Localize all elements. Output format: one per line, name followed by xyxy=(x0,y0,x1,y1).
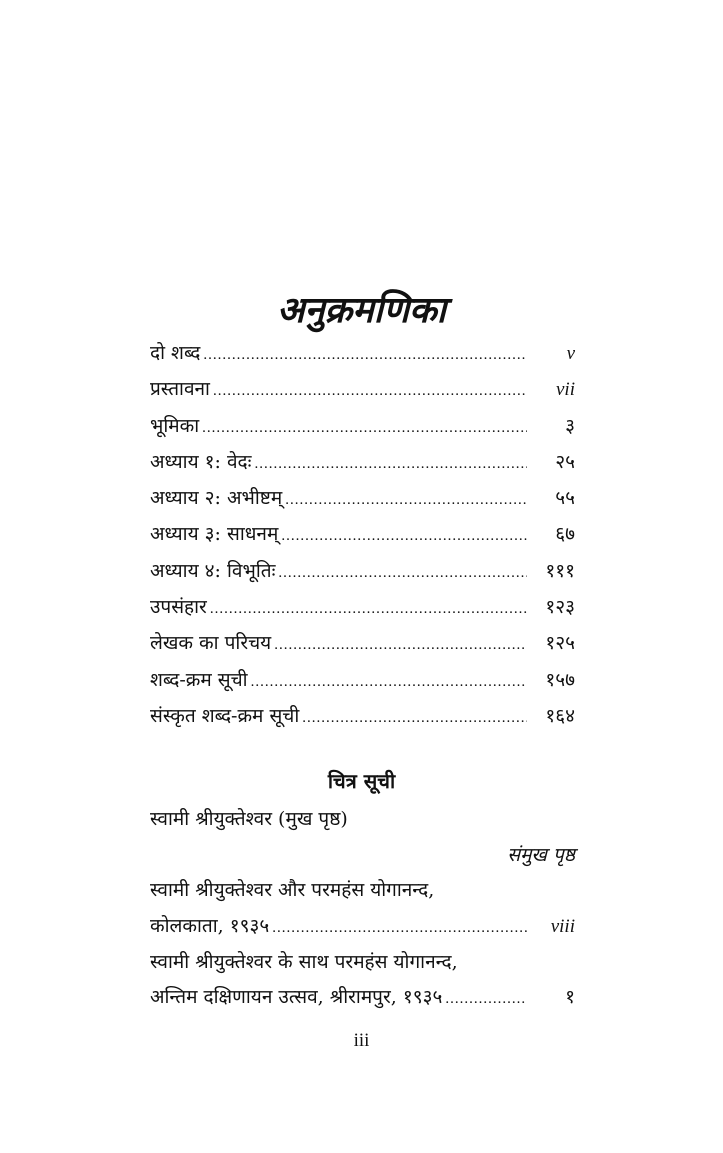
figure-page: १ xyxy=(565,986,575,1009)
toc-entry xyxy=(150,483,575,519)
figure-caption-line: कोलकाता, १९३५ xyxy=(150,914,270,937)
toc-entry-page: vii xyxy=(556,379,575,401)
toc-entry-page: १२३ xyxy=(545,596,575,619)
dot-leader xyxy=(302,703,527,733)
table-of-contents xyxy=(150,338,575,737)
dot-leader xyxy=(210,594,527,624)
figure-caption-line: स्वामी श्रीयुक्तेश्वर के साथ परमहंस योगानन्द, xyxy=(150,950,458,973)
toc-entry-page: १६४ xyxy=(545,704,575,727)
toc-entry xyxy=(150,338,575,374)
toc-entry xyxy=(150,556,575,592)
toc-entry-label: अध्याय ३: साधनम् xyxy=(150,523,279,546)
toc-entry-page: ६७ xyxy=(555,523,575,546)
toc-entry xyxy=(150,628,575,664)
toc-entry xyxy=(150,592,575,628)
toc-entry xyxy=(150,447,575,483)
dot-leader xyxy=(281,521,527,551)
toc-entry-label: दो शब्द xyxy=(150,342,201,364)
dot-leader xyxy=(213,376,527,406)
list-of-illustrations xyxy=(150,804,575,1019)
facing-page-label: संमुख पृष्ठ xyxy=(507,843,575,866)
page-title: अनुक्रमणिका xyxy=(277,289,446,331)
dot-leader xyxy=(254,449,527,479)
toc-entry xyxy=(150,411,575,447)
toc-entry-page: v xyxy=(566,343,575,364)
dot-leader xyxy=(272,913,527,943)
toc-entry-label: उपसंहार xyxy=(150,596,207,619)
dot-leader xyxy=(445,984,527,1014)
dot-leader xyxy=(285,485,527,515)
toc-entry xyxy=(150,665,575,701)
toc-entry-label: अध्याय २: अभीष्टम् xyxy=(150,487,283,510)
dot-leader xyxy=(251,667,527,697)
toc-entry-label: प्रस्तावना xyxy=(150,378,210,401)
frontispiece-caption: स्वामी श्रीयुक्तेश्वर (मुख पृष्ठ) xyxy=(150,808,348,830)
toc-entry-page: २५ xyxy=(555,450,575,473)
toc-entry-page: १२५ xyxy=(545,632,575,655)
figures-heading: चित्र सूची xyxy=(327,769,396,793)
toc-entry xyxy=(150,519,575,555)
page-number: iii xyxy=(353,1030,370,1051)
toc-entry xyxy=(150,701,575,737)
toc-entry-label: संस्कृत शब्द-क्रम सूची xyxy=(150,704,300,727)
toc-entry-label: शब्द-क्रम सूची xyxy=(150,668,248,691)
toc-entry-label: लेखक का परिचय xyxy=(150,632,272,655)
dot-leader xyxy=(274,630,527,660)
toc-entry-label: अध्याय १: वेदः xyxy=(150,450,252,473)
figure-caption-line: स्वामी श्रीयुक्तेश्वर और परमहंस योगानन्द, xyxy=(150,879,435,901)
figure-page: viii xyxy=(550,915,575,937)
figure-entry xyxy=(150,911,575,947)
figure-caption-line: अन्तिम दक्षिणायन उत्सव, श्रीरामपुर, १९३५ xyxy=(150,986,443,1009)
toc-entry-label: अध्याय ४: विभूतिः xyxy=(150,559,276,582)
toc-entry-page: १११ xyxy=(545,559,575,582)
toc-entry-page: ५५ xyxy=(555,487,575,510)
dot-leader xyxy=(202,413,527,443)
dot-leader xyxy=(278,558,527,588)
figure-entry xyxy=(150,982,575,1018)
toc-entry-page: ३ xyxy=(565,414,575,437)
toc-entry-label: भूमिका xyxy=(150,414,200,437)
dot-leader xyxy=(203,340,527,370)
toc-entry-page: १५७ xyxy=(545,668,575,691)
toc-entry xyxy=(150,374,575,410)
